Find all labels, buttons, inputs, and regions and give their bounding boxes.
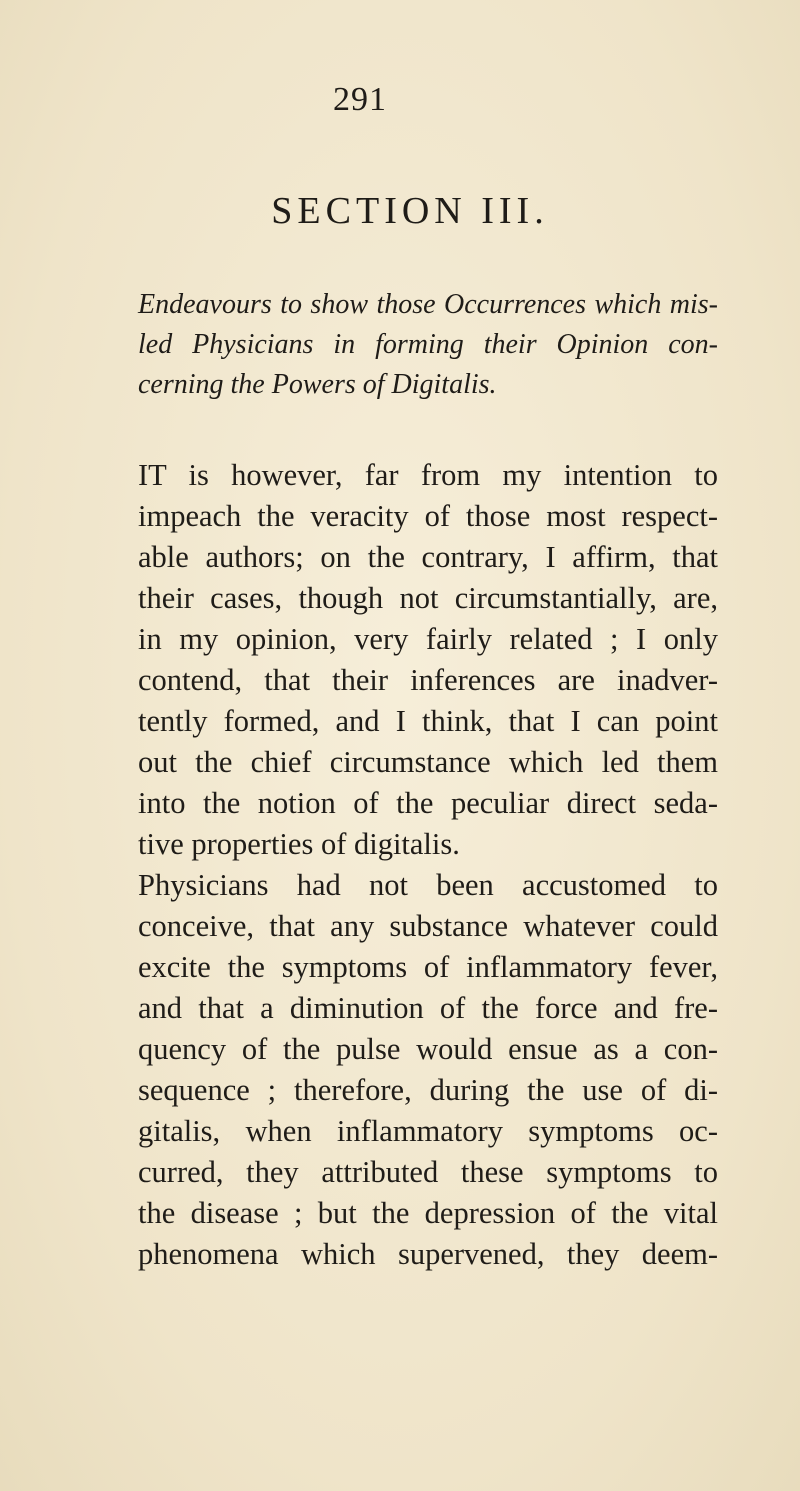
- text-line: quency of the pulse would ensue as a con-: [138, 1032, 718, 1066]
- subtitle-line: Endeavours to show those Occurrences which mis-: [138, 289, 718, 320]
- paragraph-1: [138, 455, 718, 865]
- text-line: out the chief circumstance which led them: [138, 745, 718, 779]
- text-line: excite the symptoms of inflammatory fever,: [138, 950, 718, 984]
- subtitle-line: cerning the Powers of Digitalis.: [138, 369, 497, 400]
- text-line: tive properties of digitalis.: [138, 827, 460, 861]
- text-line: in my opinion, very fairly related ; I only: [138, 622, 718, 656]
- text-line: gitalis, when inflammatory symptoms oc-: [138, 1114, 718, 1148]
- section-heading: SECTION III.: [271, 190, 549, 232]
- text-line: their cases, though not circumstantially, are,: [138, 581, 718, 615]
- paragraph-2: [138, 865, 718, 1275]
- text-line: Physicians had not been accustomed to: [138, 868, 718, 902]
- text-line: able authors; on the contrary, I affirm, that: [138, 540, 718, 574]
- text-line: contend, that their inferences are inadver-: [138, 663, 718, 697]
- text-line: tently formed, and I think, that I can point: [138, 704, 718, 738]
- text-line: conceive, that any substance whatever could: [138, 909, 718, 943]
- text-line: and that a diminution of the force and fre-: [138, 991, 718, 1025]
- text-line: phenomena which supervened, they deem-: [138, 1237, 718, 1271]
- subtitle-line: led Physicians in forming their Opinion con-: [138, 329, 718, 360]
- text-line: curred, they attributed these symptoms to: [138, 1155, 718, 1189]
- text-line: IT is however, far from my intention to: [138, 458, 718, 492]
- text-line: impeach the veracity of those most respect-: [138, 499, 718, 533]
- text-line: sequence ; therefore, during the use of di-: [138, 1073, 718, 1107]
- body-text: [138, 455, 718, 1275]
- text-line: the disease ; but the depression of the vital: [138, 1196, 718, 1230]
- section-subtitle: [138, 285, 718, 405]
- page-number: 291: [333, 81, 387, 118]
- text-line: into the notion of the peculiar direct seda-: [138, 786, 718, 820]
